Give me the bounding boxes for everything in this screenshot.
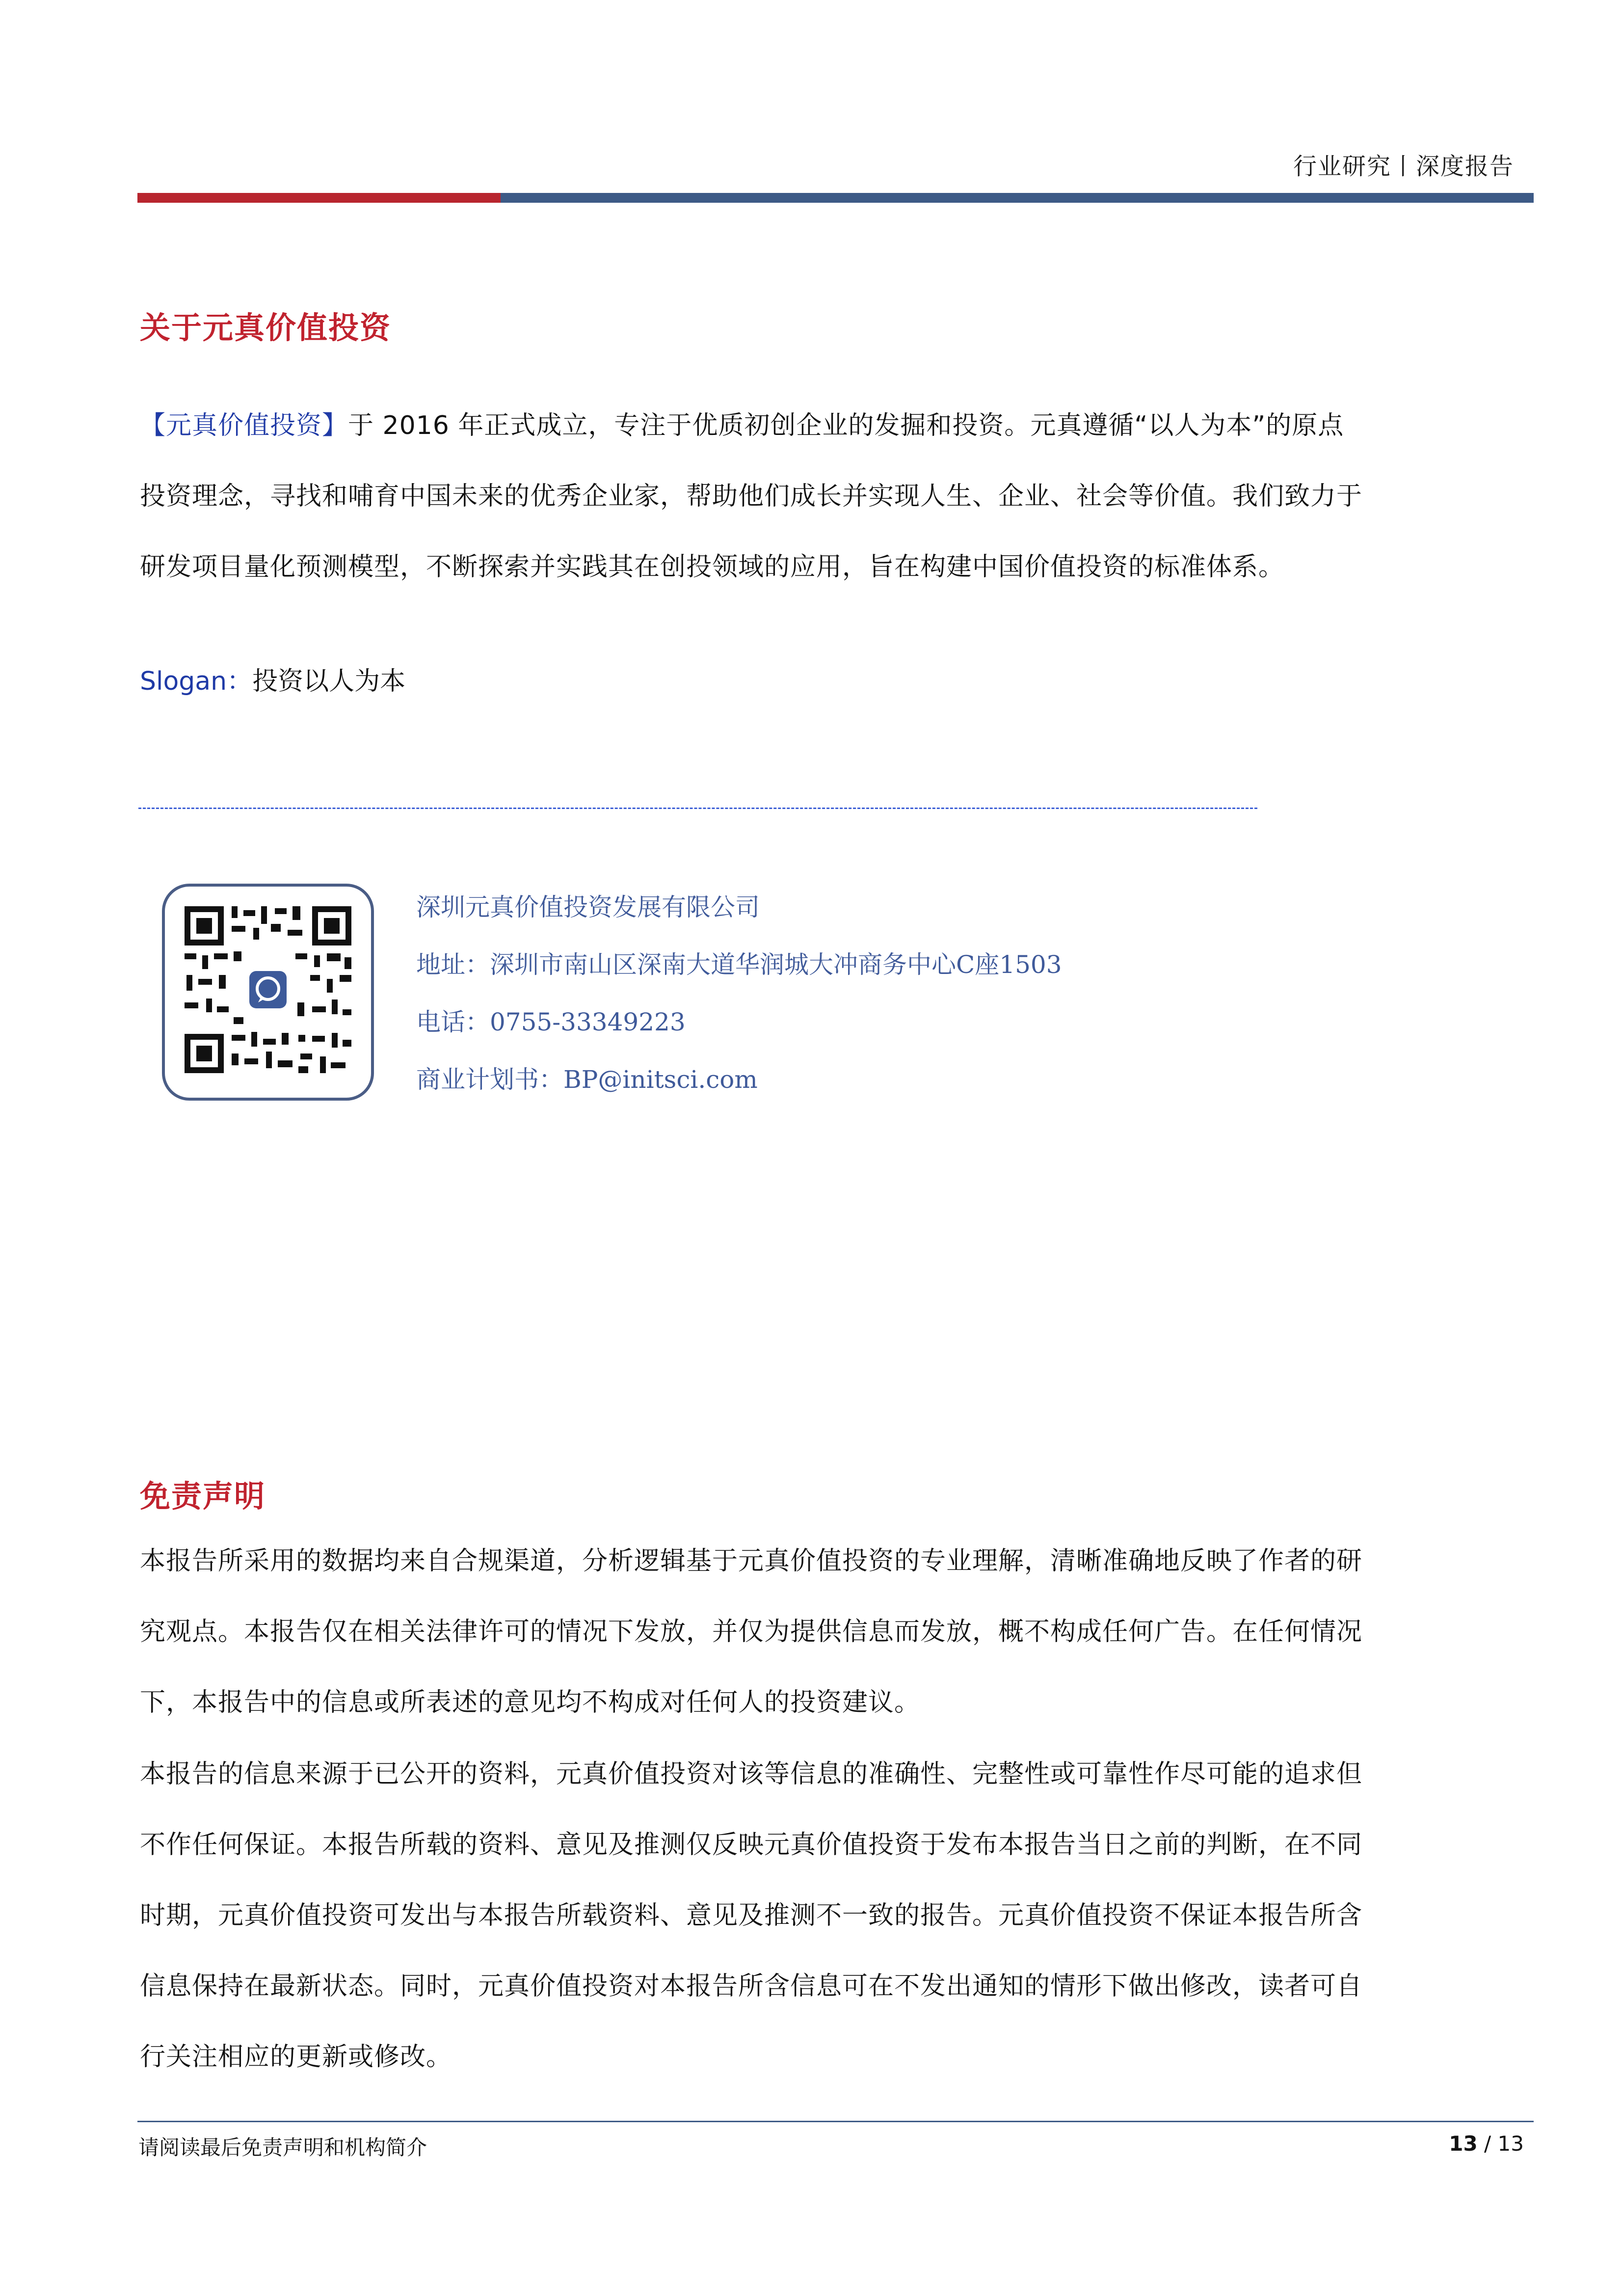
header-divider-bar bbox=[137, 193, 1534, 203]
about-line-1-text: 于 2016 年正式成立，专注于优质初创企业的发掘和投资。元真遵循“以人为本”的原点 bbox=[348, 411, 1344, 440]
header-bar-blue bbox=[501, 193, 1534, 203]
about-highlight: 【元真价值投资】 bbox=[140, 411, 348, 440]
disclaimer-p1-line-1: 本报告所采用的数据均来自合规渠道，分析逻辑基于元真价值投资的专业理解，清晰准确地反映了作者的研 bbox=[140, 1546, 1363, 1576]
disclaimer-p2-line-4: 信息保持在最新状态。同时，元真价值投资对本报告所含信息可在不发出通知的情形下做出修改，读者可自 bbox=[140, 1972, 1363, 2001]
header-bar-red bbox=[137, 193, 501, 203]
page-separator: / bbox=[1477, 2132, 1498, 2156]
company-bp-email: 商业计划书：BP@initsci.com bbox=[416, 1065, 758, 1094]
page-number bbox=[1449, 2132, 1524, 2156]
dashed-divider bbox=[138, 808, 1257, 809]
page-total: 13 bbox=[1497, 2132, 1524, 2156]
company-info bbox=[416, 888, 1062, 1117]
company-name: 深圳元真价值投资发展有限公司 bbox=[416, 893, 760, 921]
about-line-1 bbox=[140, 390, 1494, 461]
disclaimer-p2-line-2: 不作任何保证。本报告所载的资料、意见及推测仅反映元真价值投资于发布本报告当日之前的判断，在不同 bbox=[140, 1830, 1363, 1860]
company-phone: 电话：0755-33349223 bbox=[416, 1008, 686, 1036]
footer-divider bbox=[137, 2121, 1534, 2122]
disclaimer-p2-line-1: 本报告的信息来源于已公开的资料，元真价值投资对该等信息的准确性、完整性或可靠性作尽可能的追求但 bbox=[140, 1759, 1363, 1789]
disclaimer-title: 免责声明 bbox=[140, 1478, 266, 1514]
footer-note: 请阅读最后免责声明和机构简介 bbox=[138, 2135, 427, 2160]
qr-code-frame bbox=[162, 884, 374, 1101]
about-title: 关于元真价值投资 bbox=[140, 310, 392, 346]
about-paragraph bbox=[140, 390, 1494, 602]
disclaimer-p2-line-3: 时期，元真价值投资可发出与本报告所载资料、意见及推测不一致的报告。元真价值投资不保证本报告所含 bbox=[140, 1901, 1363, 1930]
disclaimer-p1-line-2: 究观点。本报告仅在相关法律许可的情况下发放，并仅为提供信息而发放，概不构成任何广告。在任何情况 bbox=[140, 1617, 1363, 1647]
about-line-2: 投资理念，寻找和哺育中国未来的优秀企业家，帮助他们成长并实现人生、企业、社会等价值。我们致力于 bbox=[140, 482, 1363, 511]
slogan-text: 投资以人为本 bbox=[252, 667, 406, 696]
slogan-label: Slogan： bbox=[140, 667, 253, 696]
header-label: 行业研究丨深度报告 bbox=[1293, 153, 1514, 180]
company-address: 地址：深圳市南山区深南大道华润城大冲商务中心C座1503 bbox=[416, 950, 1062, 979]
qr-code-icon bbox=[185, 906, 351, 1073]
disclaimer-p2-line-5: 行关注相应的更新或修改。 bbox=[140, 2042, 452, 2072]
disclaimer-paragraph-2 bbox=[140, 1739, 1494, 2092]
about-line-3: 研发项目量化预测模型，不断探索并实践其在创投领域的应用，旨在构建中国价值投资的标准体系。 bbox=[140, 552, 1285, 582]
disclaimer-paragraph-1 bbox=[140, 1526, 1494, 1738]
disclaimer-p1-line-3: 下，本报告中的信息或所表述的意见均不构成对任何人的投资建议。 bbox=[140, 1688, 921, 1717]
slogan bbox=[140, 660, 405, 697]
page-current: 13 bbox=[1449, 2132, 1478, 2156]
